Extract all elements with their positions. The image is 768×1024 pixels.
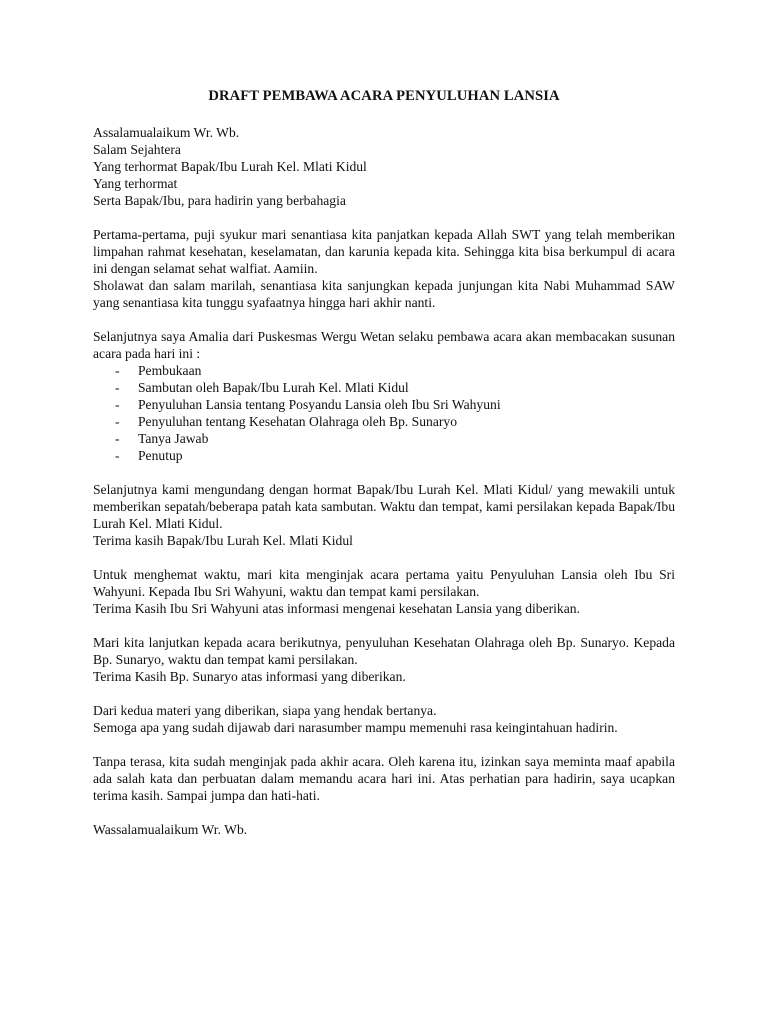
greeting-line: Yang terhormat bbox=[93, 176, 178, 191]
agenda-item bbox=[93, 379, 675, 396]
penyuluhan-lansia-paragraph bbox=[93, 566, 675, 617]
agenda-section bbox=[93, 328, 675, 464]
penyuluhan-olahraga-text: Mari kita lanjutkan kepada acara berikutnya, penyuluhan Kesehatan Olahraga oleh Bp. Sunaryo. Kepada Bp. Sunaryo, waktu dan tempat kami persilakan. bbox=[93, 635, 675, 667]
greeting-line: Yang terhormat Bapak/Ibu Lurah Kel. Mlati Kidul bbox=[93, 159, 367, 174]
penutup-text: Tanpa terasa, kita sudah menginjak pada akhir acara. Oleh karena itu, izinkan saya meminta maaf apabila ada salah kata dan perbuatan dalam memandu acara hari ini. Atas perhatian para hadirin, saya ucapkan terima kasih. Sampai jumpa dan hati-hati. bbox=[93, 754, 675, 803]
bullet-dash: - bbox=[115, 380, 120, 395]
greeting-line: Salam Sejahtera bbox=[93, 142, 181, 157]
tanya-jawab-paragraph bbox=[93, 702, 675, 736]
document-page bbox=[93, 88, 675, 838]
agenda-item-label: Penutup bbox=[138, 448, 183, 463]
bullet-dash: - bbox=[115, 414, 120, 429]
opening-text: Sholawat dan salam marilah, senantiasa kita sanjungkan kepada junjungan kita Nabi Muhammad SAW yang senantiasa kita tunggu syafaatnya hingga hari akhir nanti. bbox=[93, 278, 675, 310]
bullet-dash: - bbox=[115, 397, 120, 412]
sambutan-paragraph bbox=[93, 481, 675, 549]
closing-greeting: Wassalamualaikum Wr. Wb. bbox=[93, 822, 248, 837]
agenda-item-label: Penyuluhan Lansia tentang Posyandu Lansia oleh Ibu Sri Wahyuni bbox=[138, 397, 501, 412]
greetings-block bbox=[93, 124, 675, 209]
bullet-dash: - bbox=[115, 431, 120, 446]
agenda-item-label: Sambutan oleh Bapak/Ibu Lurah Kel. Mlati Kidul bbox=[138, 380, 409, 395]
sambutan-text: Terima kasih Bapak/Ibu Lurah Kel. Mlati Kidul bbox=[93, 533, 353, 548]
tanya-jawab-text: Semoga apa yang sudah dijawab dari narasumber mampu memenuhi rasa keingintahuan hadirin. bbox=[93, 720, 618, 735]
penyuluhan-lansia-text: Terima Kasih Ibu Sri Wahyuni atas informasi mengenai kesehatan Lansia yang diberikan. bbox=[93, 601, 580, 616]
penyuluhan-lansia-text: Untuk menghemat waktu, mari kita menginjak acara pertama yaitu Penyuluhan Lansia oleh Ibu Sri Wahyuni. Kepada Ibu Sri Wahyuni, waktu dan tempat kami persilakan. bbox=[93, 567, 675, 599]
agenda-item bbox=[93, 430, 675, 447]
opening-paragraph bbox=[93, 226, 675, 311]
agenda-item-label: Pembukaan bbox=[138, 363, 202, 378]
agenda-item bbox=[93, 413, 675, 430]
agenda-item bbox=[93, 362, 675, 379]
agenda-item-label: Tanya Jawab bbox=[138, 431, 209, 446]
document-title: DRAFT PEMBAWA ACARA PENYULUHAN LANSIA bbox=[208, 88, 560, 104]
greeting-line: Assalamualaikum Wr. Wb. bbox=[93, 125, 240, 140]
opening-text: Pertama-pertama, puji syukur mari senantiasa kita panjatkan kepada Allah SWT yang telah memberikan limpahan rahmat kesehatan, keselamatan, dan karunia kepada kita. Sehingga kita bisa berkumpul di acara ini dengan selamat sehat walfiat. Aamiin. bbox=[93, 227, 675, 276]
bullet-dash: - bbox=[115, 448, 120, 463]
sambutan-text: Selanjutnya kami mengundang dengan hormat Bapak/Ibu Lurah Kel. Mlati Kidul/ yang mewakili untuk memberikan sepatah/beberapa patah kata sambutan. Waktu dan tempat, kami persilakan kepada Bapak/Ibu Lurah Kel. Mlati Kidul. bbox=[93, 482, 675, 531]
agenda-item-label: Penyuluhan tentang Kesehatan Olahraga oleh Bp. Sunaryo bbox=[138, 414, 457, 429]
tanya-jawab-text: Dari kedua materi yang diberikan, siapa yang hendak bertanya. bbox=[93, 703, 437, 718]
penyuluhan-olahraga-text: Terima Kasih Bp. Sunaryo atas informasi yang diberikan. bbox=[93, 669, 406, 684]
agenda-list bbox=[93, 362, 675, 464]
agenda-intro: Selanjutnya saya Amalia dari Puskesmas Wergu Wetan selaku pembawa acara akan membacakan susunan acara pada hari ini : bbox=[93, 329, 675, 361]
bullet-dash: - bbox=[115, 363, 120, 378]
penutup-paragraph bbox=[93, 753, 675, 804]
agenda-item bbox=[93, 396, 675, 413]
penyuluhan-olahraga-paragraph bbox=[93, 634, 675, 685]
agenda-item bbox=[93, 447, 675, 464]
greeting-line: Serta Bapak/Ibu, para hadirin yang berbahagia bbox=[93, 193, 346, 208]
